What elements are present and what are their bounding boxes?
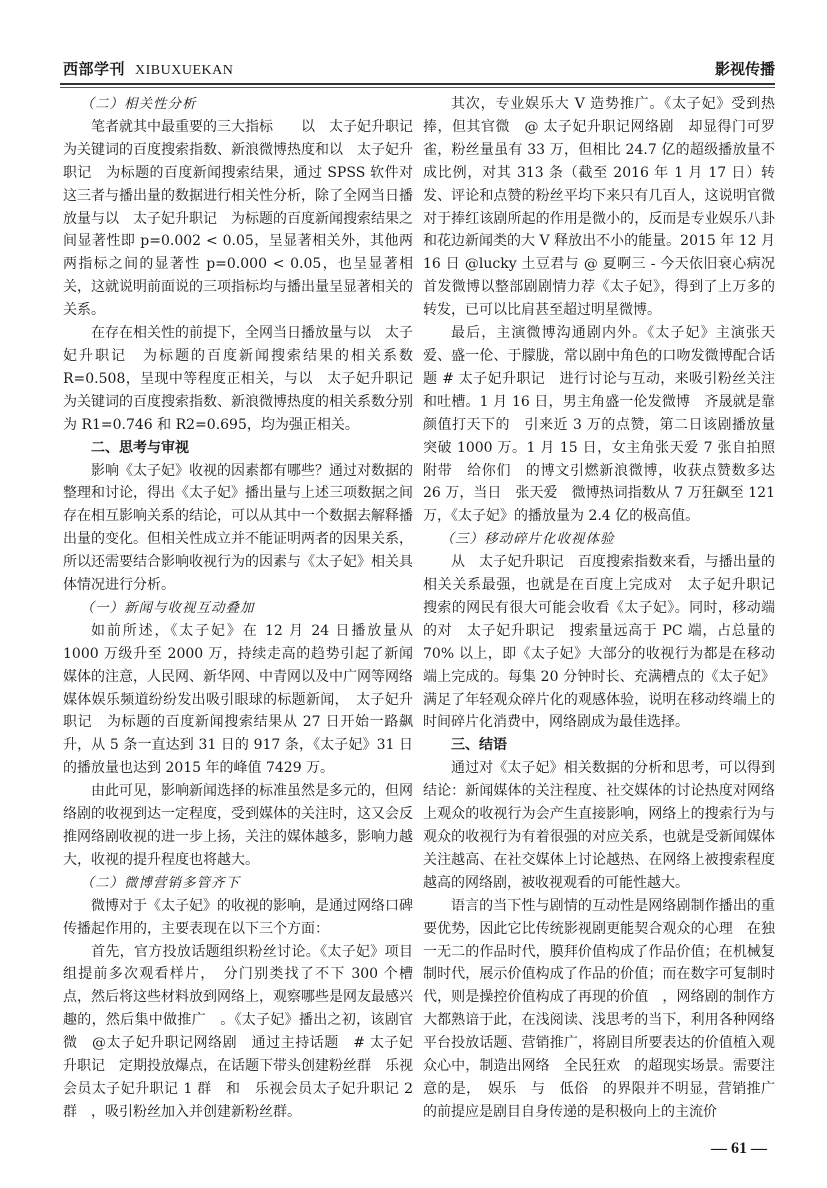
paragraph: 其次，专业娱乐大 V 造势推广。《太子妃》受到热捧，但其官微 @ 太子妃升职记网络剧 却显得门可罗雀，粉丝量虽有 33 万，但相比 24.7 亿的超级播放量不成比例，对其 313 条（截至 2016 年 1 月 17 日）转发、评论和点赞的粉丝平均下来只有几百人，这说明官微对于捧红该剧所起的作用是微小的，反而是专业娱乐八卦和花边新闻类的大 V 释放出不小的能量。2015 年 12 月 16 日 @lucky 土豆君与 @ 夏啊三 - 今天依旧衰心病况首发微博以整部剧剧情力荐《太子妃》，得到了上万多的转发，已可以比肩甚至超过明星微博。 (423, 96, 775, 319)
header-rule-thin (60, 87, 775, 88)
subheading-weibo: （二）微博营销多管齐下 (80, 874, 241, 891)
paragraph: 首先，官方投放话题组织粉丝讨论。《太子妃》项目组提前多次观看样片， 分门别类找了不下 300 个槽点，然后将这些材料放到网络上，观察哪些是网友最感兴趣的，然后集中做推广 。《太子妃》播出之初，该剧官微 @太子妃升职记网络剧 通过主持话题 # 太子妃升职记 定期投放爆点，在话题下带头创建粉丝群 乐视会员太子妃升职记 1 群 和 乐视会员太子妃升职记 2 群 ，吸引粉丝加入并创建新粉丝群。 (63, 943, 413, 1120)
paragraph: 笔者就其中最重要的三大指标 以 太子妃升职记 为关键词的百度搜索指数、新浪微博热度和以 太子妃升职记 为标题的百度新闻搜索结果，通过 SPSS 软件对这三者与播出量的数据进行相关性分析，除了全网当日播放量与以 太子妃升职记 为标题的百度新闻搜索结果之间显著性即 p=0.002 < 0.05，呈显著相关外，其他两两指标之间的显著性 p=0.000 < 0.05，也呈显著相关，这就说明前面说的三项指标均与播出量呈显著相关的关系。 (63, 118, 427, 319)
body-columns (60, 93, 789, 1124)
subheading-news: （一）新闻与收视互动叠加 (80, 599, 255, 616)
paragraph: 如前所述，《太子妃》在 12 月 24 日播放量从 1000 万级升至 2000 万，持续走高的趋势引起了新闻媒体的注意，人民网、新华网、中青网以及中广网等网络媒体娱乐频道纷纷发出吸引眼球的标题新闻， 太子妃升职记 为标题的百度新闻搜索结果从 27 日开始一路飙升，从 5 条一直达到 31 日的 917 条，《太子妃》31 日的播放量也达到 2015 年的峰值 7429 万。 (63, 622, 413, 777)
journal-name-en: XIBUXUEKAN (135, 63, 234, 78)
journal-name-cn: 西部学刊 (63, 60, 126, 78)
paragraph: 在存在相关性的前提下，全网当日播放量与以 太子妃升职记 为标题的百度新闻搜索结果的相关系数 R=0.508，呈现中等程度正相关，与以 太子妃升职记 为关键词的百度搜索指数、新浪微博热度的相关系数分别为 R1=0.746 和 R2=0.695，均为强正相关。 (63, 325, 427, 433)
right-column (423, 93, 789, 1124)
paragraph: 通过对《太子妃》相关数据的分析和思考，可以得到结论：新闻媒体的关注程度、社交媒体的讨论热度对网络上观众的收视行为会产生直接影响，网络上的搜索行为与观众的收视行为有着很强的对应关系，也就是受新闻媒体关注越高、在社交媒体上讨论越热、在网络上被搜索程度越高的网络剧，被收视观看的可能性越大。 (423, 760, 775, 891)
subheading-mobile: （三）移动碎片化收视体验 (440, 531, 615, 548)
paragraph: 最后，主演微博沟通剧内外。《太子妃》主演张天爱、盛一伦、于朦胧，常以剧中角色的口吻发微博配合话题 # 太子妃升职记 进行讨论与互动，来吸引粉丝关注和吐槽。1 月 16 日，男主角盛一伦发微博 齐晟就是靠颜值打天下的 引来近 3 万的点赞，第二日该剧播放量突破 1000 万。1 月 15 日，女主角张天爱 7 张自拍照附带 给你们 的博文引燃新浪微博，收获点赞数多达 26 万，当日 张天爱 微博热词指数从 7 万狂飙至 121 万，《太子妃》的播放量为 2.4 亿的极高值。 (423, 325, 775, 525)
paragraph: 从 太子妃升职记 百度搜索指数来看，与播出量的相关关系最强，也就是在百度上完成对 太子妃升职记 搜索的网民有很大可能会收看《太子妃》。同时，移动端的对 太子妃升职记 搜索量远高于 PC 端，占总量的 70% 以上，即《太子妃》大部分的收视行为都是在移动端上完成的。每集 20 分钟时长、充满槽点的《太子妃》满足了年轻观众碎片化的观感体验，说明在移动终端上的时间碎片化消费中，网络剧成为最佳选择。 (423, 554, 789, 731)
left-column (63, 93, 427, 1124)
heading-reflection: 二、思考与审视 (91, 439, 189, 456)
header-rule (60, 83, 775, 85)
paragraph: 微博对于《太子妃》的收视的影响，是通过网络口碑传播起作用的，主要表现在以下三个方面： (63, 897, 413, 937)
heading-conclusion: 三、结语 (451, 737, 507, 754)
subheading-correlation: （二）相关性分析 (80, 96, 197, 112)
page-number: — 61 — (711, 1139, 767, 1157)
running-header (60, 58, 775, 83)
section-title: 影视传播 (714, 60, 775, 78)
page-footer (60, 1140, 775, 1158)
paragraph: 由此可见，影响新闻选择的标准虽然是多元的，但网络剧的收视到达一定程度，受到媒体的关注时，这又会反推网络剧收视的进一步上扬，关注的媒体越多，影响力越大，收视的提升程度也将越大。 (63, 783, 413, 868)
paragraph: 语言的当下性与剧情的互动性是网络剧制作播出的重要优势，因此它比传统影视剧更能契合观众的心理 在独一无二的作品时代，膜拜价值构成了作品价值；在机械复制时代，展示价值构成了作品的价值；而在数字可复制时代，则是操控价值构成了再现的价值 ，网络剧的制作方大都熟谙于此，在浅阅读、浅思考的当下，利用各种网络平台投放话题、营销推广，将剧目所要表达的价值植入观众心中，制造出网络 全民狂欢 的超现实场景。需要注意的是， 娱乐 与 低俗 的界限并不明显，营销推广的前提应是剧目自身传递的是积极向上的主流价 (423, 897, 775, 1120)
journal-header (63, 58, 233, 79)
paragraph: 影响《太子妃》收视的因素都有哪些？通过对数据的整理和讨论，得出《太子妃》播出量与上述三项数据之间存在相互影响关系的结论，可以从其中一个数据去解释播出量的变化。但相关性成立并不能证明两者的因果关系，所以还需要结合影响收视行为的因素与《太子妃》相关具体情况进行分析。 (63, 462, 413, 594)
